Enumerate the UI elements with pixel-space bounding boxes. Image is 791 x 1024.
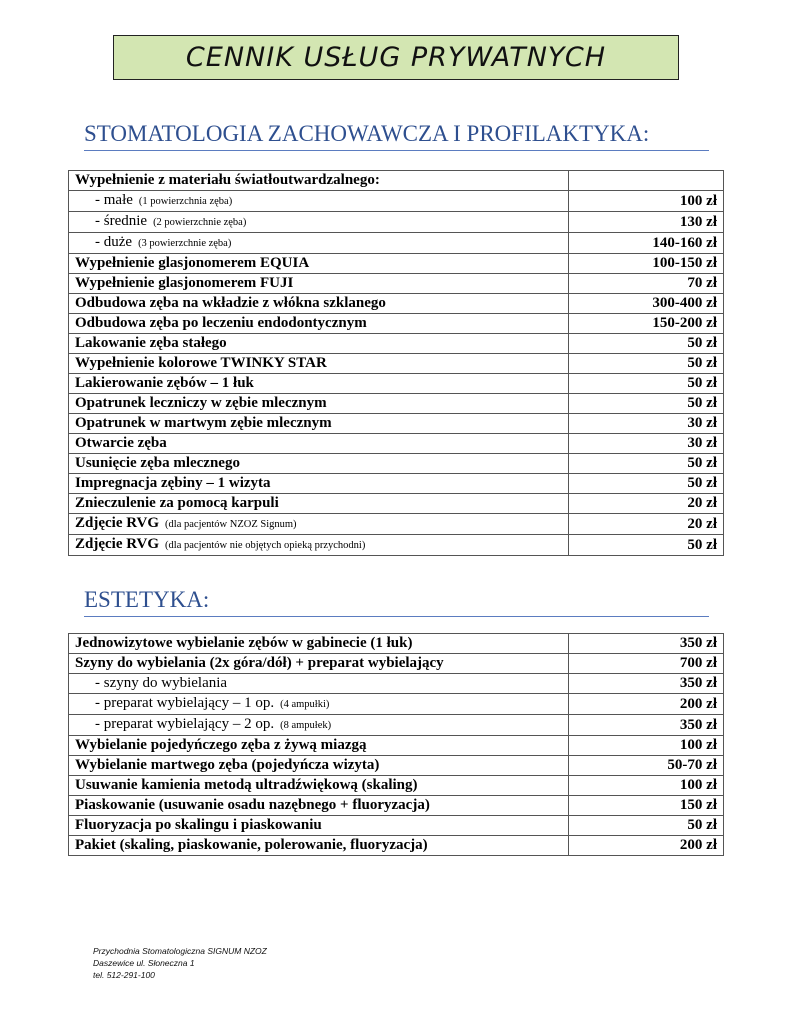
service-price: 350 zł — [569, 634, 724, 654]
table-row — [69, 634, 724, 654]
service-name: Zdjęcie RVG — [75, 536, 160, 552]
service-price: 50 zł — [569, 816, 724, 836]
service-name-cell — [69, 674, 569, 694]
section-heading-estetyka: ESTETYKA: — [84, 587, 709, 617]
table-row — [69, 394, 724, 414]
table-row — [69, 212, 724, 233]
service-name: Szyny do wybielania (2x góra/dół) + preparat wybielający — [75, 655, 444, 671]
service-price: 130 zł — [569, 212, 724, 233]
service-price: 50 zł — [569, 454, 724, 474]
service-name: Impregnacja zębiny – 1 wizyta — [75, 475, 271, 491]
service-name-cell — [69, 715, 569, 736]
table-row — [69, 334, 724, 354]
table-row — [69, 414, 724, 434]
service-price: 150 zł — [569, 796, 724, 816]
table-row — [69, 374, 724, 394]
service-name: Fluoryzacja po skalingu i piaskowaniu — [75, 817, 322, 833]
service-name-cell — [69, 756, 569, 776]
service-price: 200 zł — [569, 836, 724, 856]
service-name-cell — [69, 314, 569, 334]
service-name-cell — [69, 514, 569, 535]
table-row — [69, 233, 724, 254]
table-row — [69, 715, 724, 736]
service-name: Usuwanie kamienia metodą ultradźwiękową (skaling) — [75, 777, 418, 793]
service-price: 50 zł — [569, 535, 724, 556]
table-row — [69, 674, 724, 694]
service-name-cell — [69, 816, 569, 836]
service-name: - średnie — [95, 213, 148, 229]
table-row — [69, 535, 724, 556]
service-price: 100 zł — [569, 776, 724, 796]
page-title: CENNIK USŁUG PRYWATNYCH — [185, 42, 607, 73]
table-row — [69, 654, 724, 674]
service-name-cell — [69, 434, 569, 454]
table-row — [69, 434, 724, 454]
service-price: 100-150 zł — [569, 254, 724, 274]
table-row — [69, 254, 724, 274]
service-note: (dla pacjentów NZOZ Signum) — [165, 519, 297, 530]
service-price: 20 zł — [569, 514, 724, 535]
service-name: - duże — [95, 234, 133, 250]
service-price: 50 zł — [569, 354, 724, 374]
service-price: 300-400 zł — [569, 294, 724, 314]
service-name: - małe — [95, 192, 133, 208]
table-row — [69, 294, 724, 314]
service-price: 700 zł — [569, 654, 724, 674]
service-price: 350 zł — [569, 674, 724, 694]
service-note: (1 powierzchnia zęba) — [138, 196, 233, 207]
footer-phone: tel. 512-291-100 — [93, 970, 155, 980]
service-note: (dla pacjentów nie objętych opieką przychodni) — [165, 540, 366, 551]
footer-address: Daszewice ul. Słoneczna 1 — [93, 958, 195, 968]
service-name: Lakierowanie zębów – 1 łuk — [75, 375, 254, 391]
service-name-cell — [69, 354, 569, 374]
service-note: (3 powierzchnie zęba) — [138, 238, 232, 249]
service-price: 350 zł — [569, 715, 724, 736]
service-price: 50 zł — [569, 474, 724, 494]
service-name: Usunięcie zęba mlecznego — [75, 455, 240, 471]
service-price: 50 zł — [569, 334, 724, 354]
service-name: Wybielanie martwego zęba (pojedyńcza wizyta) — [75, 757, 380, 773]
table-row — [69, 474, 724, 494]
service-name-cell — [69, 776, 569, 796]
service-name-cell — [69, 454, 569, 474]
service-name-cell — [69, 836, 569, 856]
service-note: (2 powierzchnie zęba) — [153, 217, 247, 228]
table-row — [69, 836, 724, 856]
service-name-cell — [69, 736, 569, 756]
service-name: - preparat wybielający – 2 op. — [95, 716, 275, 732]
service-name: Wypełnienie glasjonomerem FUJI — [75, 275, 294, 291]
service-name-cell — [69, 796, 569, 816]
service-name-cell — [69, 191, 569, 212]
service-name: Odbudowa zęba po leczeniu endodontycznym — [75, 315, 367, 331]
service-name: Pakiet (skaling, piaskowanie, polerowanie, fluoryzacja) — [75, 837, 428, 853]
table-row — [69, 171, 724, 191]
footer-contact — [93, 945, 267, 981]
service-name-cell — [69, 494, 569, 514]
service-name-cell — [69, 414, 569, 434]
service-name: Wybielanie pojedyńczego zęba z żywą miazgą — [75, 737, 367, 753]
table-row — [69, 514, 724, 535]
service-name-cell — [69, 474, 569, 494]
service-name-cell — [69, 171, 569, 191]
price-table-stomatologia — [68, 170, 724, 556]
service-name-cell — [69, 654, 569, 674]
service-price: 50 zł — [569, 394, 724, 414]
service-note: (8 ampułek) — [280, 720, 332, 731]
service-price: 100 zł — [569, 191, 724, 212]
table-row — [69, 756, 724, 776]
service-price: 20 zł — [569, 494, 724, 514]
service-name-cell — [69, 634, 569, 654]
service-name-cell — [69, 334, 569, 354]
section-heading-stomatologia: STOMATOLOGIA ZACHOWAWCZA I PROFILAKTYKA: — [84, 121, 709, 151]
service-price: 30 zł — [569, 414, 724, 434]
table-row — [69, 454, 724, 474]
service-name: Otwarcie zęba — [75, 435, 167, 451]
table-row — [69, 736, 724, 756]
service-name: Piaskowanie (usuwanie osadu nazębnego + fluoryzacja) — [75, 797, 430, 813]
service-price: 70 zł — [569, 274, 724, 294]
service-name: Opatrunek w martwym zębie mlecznym — [75, 415, 332, 431]
service-price: 100 zł — [569, 736, 724, 756]
service-price — [569, 171, 724, 191]
service-name: Znieczulenie za pomocą karpuli — [75, 495, 279, 511]
service-price: 200 zł — [569, 694, 724, 715]
table-row — [69, 191, 724, 212]
service-name: Zdjęcie RVG — [75, 515, 160, 531]
table-row — [69, 776, 724, 796]
service-price: 30 zł — [569, 434, 724, 454]
table-row — [69, 314, 724, 334]
service-name: Wypełnienie z materiału światłoutwardzalnego: — [75, 172, 380, 188]
table-row — [69, 354, 724, 374]
service-name: Odbudowa zęba na wkładzie z włókna szklanego — [75, 295, 386, 311]
service-name: Lakowanie zęba stałego — [75, 335, 227, 351]
service-price: 50 zł — [569, 374, 724, 394]
service-name-cell — [69, 212, 569, 233]
service-name: Wypełnienie glasjonomerem EQUIA — [75, 255, 310, 271]
service-price: 150-200 zł — [569, 314, 724, 334]
price-table-estetyka — [68, 633, 724, 856]
service-name: - preparat wybielający – 1 op. — [95, 695, 275, 711]
service-price: 50-70 zł — [569, 756, 724, 776]
service-name-cell — [69, 535, 569, 556]
page-title-box — [113, 35, 679, 80]
service-name: Wypełnienie kolorowe TWINKY STAR — [75, 355, 327, 371]
service-name: - szyny do wybielania — [95, 675, 228, 691]
service-name: Jednowizytowe wybielanie zębów w gabinecie (1 łuk) — [75, 635, 413, 651]
service-name: Opatrunek leczniczy w zębie mlecznym — [75, 395, 327, 411]
service-name-cell — [69, 394, 569, 414]
table-row — [69, 274, 724, 294]
table-row — [69, 796, 724, 816]
service-name-cell — [69, 374, 569, 394]
table-row — [69, 694, 724, 715]
service-name-cell — [69, 694, 569, 715]
service-name-cell — [69, 233, 569, 254]
service-name-cell — [69, 254, 569, 274]
service-name-cell — [69, 294, 569, 314]
footer-clinic-name: Przychodnia Stomatologiczna SIGNUM NZOZ — [93, 946, 267, 956]
table-row — [69, 494, 724, 514]
service-price: 140-160 zł — [569, 233, 724, 254]
service-note: (4 ampułki) — [280, 699, 330, 710]
table-row — [69, 816, 724, 836]
service-name-cell — [69, 274, 569, 294]
